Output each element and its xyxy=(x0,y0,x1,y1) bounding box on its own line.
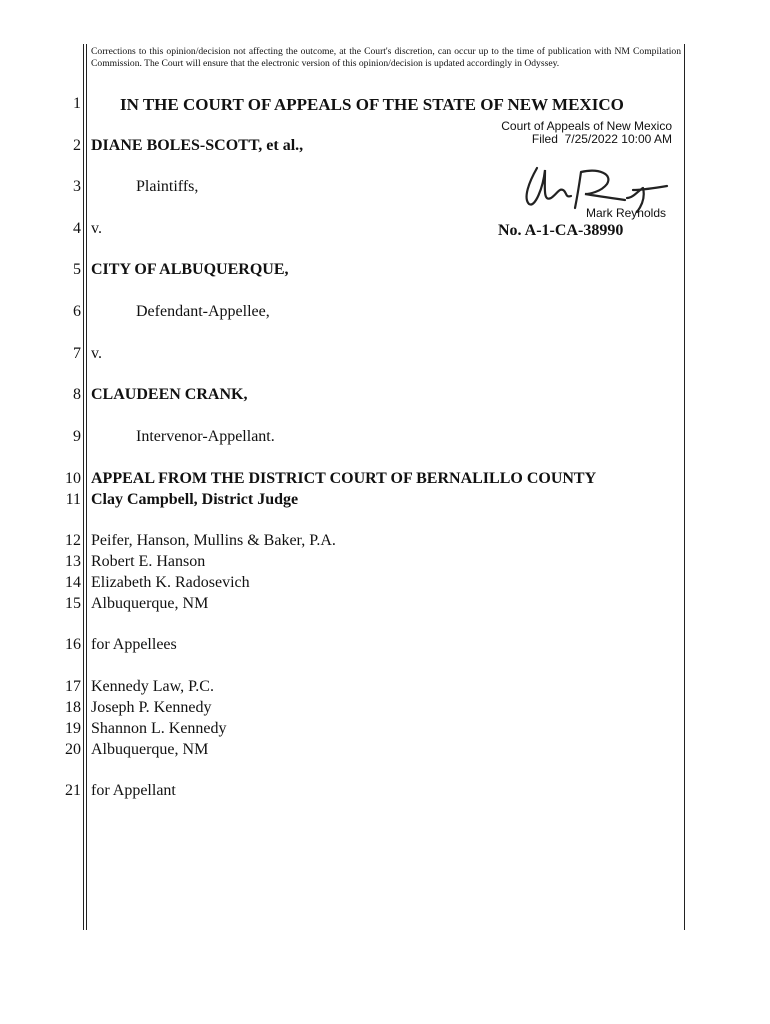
line-number: 6 xyxy=(73,303,81,320)
stamp-filed-date: Filed 7/25/2022 10:00 AM xyxy=(531,132,672,146)
appellee-city: Albuquerque, NM xyxy=(91,595,209,612)
appellant-label: for Appellant xyxy=(91,782,176,799)
versus-1: v. xyxy=(91,220,102,237)
line-number: 16 xyxy=(65,636,81,653)
versus-2: v. xyxy=(91,345,102,362)
intervenor-role: Intervenor-Appellant. xyxy=(136,428,275,445)
line-number: 14 xyxy=(65,574,81,591)
line-number: 19 xyxy=(65,720,81,737)
line-number: 3 xyxy=(73,178,81,195)
plaintiff-name: DIANE BOLES-SCOTT, et al., xyxy=(91,137,304,154)
right-margin-rule xyxy=(684,44,685,930)
line-number: 4 xyxy=(73,220,81,237)
line-number: 11 xyxy=(65,491,81,508)
line-number: 7 xyxy=(73,345,81,362)
line-number: 13 xyxy=(65,553,81,570)
line-number: 17 xyxy=(65,678,81,695)
line-number: 20 xyxy=(65,741,81,758)
line-number: 2 xyxy=(73,137,81,154)
line-number: 12 xyxy=(65,532,81,549)
signer-name: Mark Reynolds xyxy=(585,206,666,220)
intervenor-name: CLAUDEEN CRANK, xyxy=(91,386,248,403)
filing-stamp xyxy=(440,120,672,146)
appellee-firm: Peifer, Hanson, Mullins & Baker, P.A. xyxy=(91,532,336,549)
defendant-role: Defendant-Appellee, xyxy=(136,303,270,320)
appellant-attorney: Joseph P. Kennedy xyxy=(91,699,212,716)
line-number: 21 xyxy=(65,782,81,799)
appellant-firm: Kennedy Law, P.C. xyxy=(91,678,214,695)
appeal-heading: APPEAL FROM THE DISTRICT COURT OF BERNALILLO COUNTY xyxy=(91,470,597,487)
court-title: IN THE COURT OF APPEALS OF THE STATE OF NEW MEXICO xyxy=(120,95,624,114)
docket-number: No. A-1-CA-38990 xyxy=(498,222,624,239)
appellant-attorney: Shannon L. Kennedy xyxy=(91,720,227,737)
line-number: 18 xyxy=(65,699,81,716)
line-number: 1 xyxy=(73,95,81,112)
appellee-attorney: Robert E. Hanson xyxy=(91,553,206,570)
appellee-attorney: Elizabeth K. Radosevich xyxy=(91,574,250,591)
defendant-name: CITY OF ALBUQUERQUE, xyxy=(91,261,289,278)
plaintiff-role: Plaintiffs, xyxy=(136,178,199,195)
line-number: 5 xyxy=(73,261,81,278)
line-number: 10 xyxy=(65,470,81,487)
stamp-court: Court of Appeals of New Mexico xyxy=(501,119,672,133)
left-margin-rule-inner xyxy=(86,44,87,930)
corrections-notice: Corrections to this opinion/decision not affecting the outcome, at the Court's discretion, can occur up to the time of publication with NM Compilation Commission. The Court will ensure that the electronic version of this opinion/decision is updated accordingly in Odyssey. xyxy=(91,46,681,69)
appellee-label: for Appellees xyxy=(91,636,177,653)
district-judge: Clay Campbell, District Judge xyxy=(91,491,299,508)
appellant-city: Albuquerque, NM xyxy=(91,741,209,758)
left-margin-rule xyxy=(83,44,84,930)
line-number: 15 xyxy=(65,595,81,612)
line-number: 9 xyxy=(73,428,81,445)
line-number: 8 xyxy=(73,386,81,403)
